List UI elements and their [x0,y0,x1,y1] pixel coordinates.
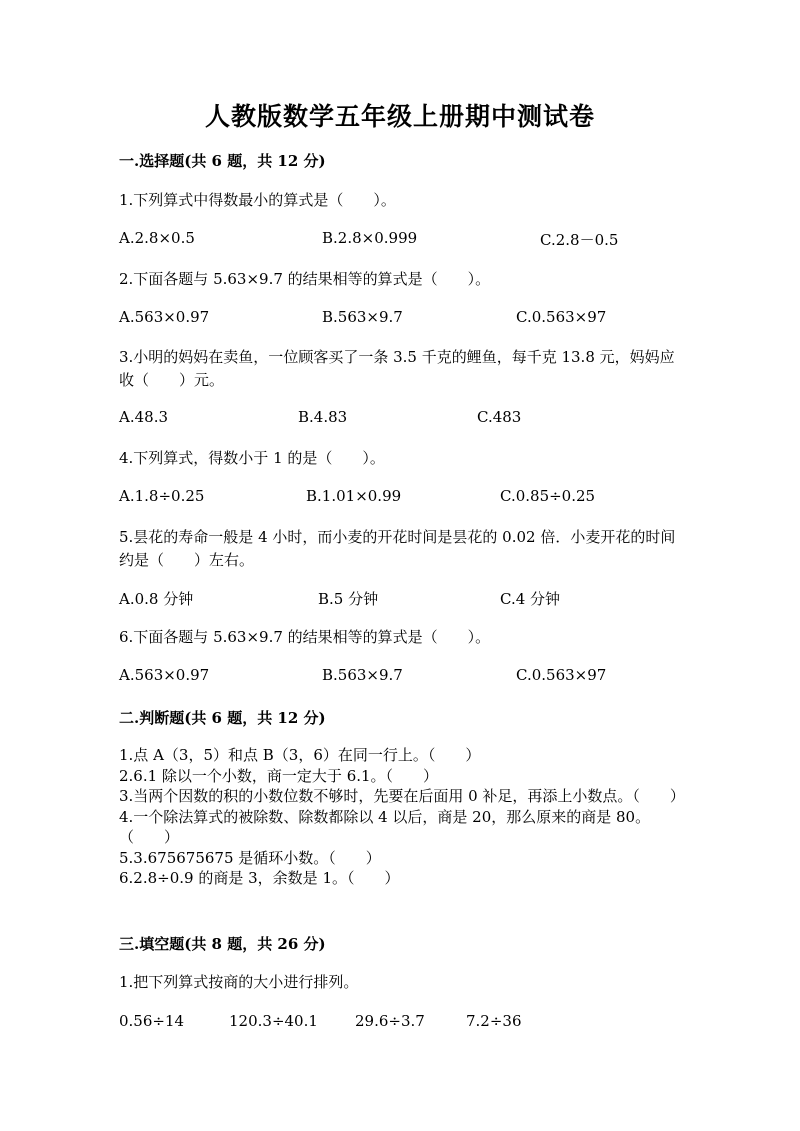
fill-expression: 7.2÷36 [466,1012,522,1030]
choice-1-option-c: C.2.8－0.5 [540,231,619,249]
fill-expression: 29.6÷3.7 [355,1012,425,1030]
choice-1-option-a: A.2.8×0.5 [119,229,195,247]
choice-6-option-a: A.563×0.97 [119,666,210,684]
choice-question-5: 5.昙花的寿命一般是 4 小时，而小麦的开花时间是昙花的 0.02 倍．小麦开花的时间约是（ ）左右。 [119,528,676,569]
judge-item-2: 2.6.1 除以一个小数，商一定大于 6.1。（ ） [119,766,439,785]
section-heading-judge: 二.判断题(共 6 题，共 12 分) [119,709,326,727]
section-heading-fill: 三.填空题(共 8 题，共 26 分) [119,935,326,953]
choice-3-option-a: A.48.3 [119,408,168,426]
judge-item-5: 5.3.675675675 是循环小数。（ ） [119,848,381,867]
choice-3-option-c: C.483 [477,408,522,426]
judge-list [119,745,689,889]
choice-5-option-c: C.4 分钟 [500,590,561,608]
choice-1-option-b: B.2.8×0.999 [322,229,418,247]
choice-2-option-b: B.563×9.7 [322,308,403,326]
fill-question-1: 1.把下列算式按商的大小进行排列。 [119,973,359,991]
page-title: 人教版数学五年级上册期中测试卷 [204,102,595,131]
choice-question-6: 6.下面各题与 5.63×9.7 的结果相等的算式是（ ）。 [119,628,491,646]
choice-6-option-c: C.0.563×97 [516,666,607,684]
judge-item-4: 4.一个除法算式的被除数、除数都除以 4 以后，商是 20，那么原来的商是 80。（ ） [119,807,651,846]
choice-question-4: 4.下列算式，得数小于 1 的是（ ）。 [119,449,385,467]
choice-2-option-a: A.563×0.97 [119,308,210,326]
judge-item-1: 1.点 A（3，5）和点 B（3，6）在同一行上。（ ） [119,746,481,764]
choice-2-option-c: C.0.563×97 [516,308,607,326]
choice-5-option-b: B.5 分钟 [318,590,379,608]
choice-question-2: 2.下面各题与 5.63×9.7 的结果相等的算式是（ ）。 [119,270,491,288]
choice-question-3: 3.小明的妈妈在卖鱼，一位顾客买了一条 3.5 千克的鲤鱼，每千克 13.8 元，妈妈应收（ ）元。 [119,348,675,389]
choice-5-option-a: A.0.8 分钟 [119,590,194,608]
judge-item-6: 6.2.8÷0.9 的商是 3，余数是 1。（ ） [119,869,400,887]
choice-4-option-c: C.0.85÷0.25 [500,487,596,505]
judge-item-3: 3.当两个因数的积的小数位数不够时，先要在后面用 0 补足，再添上小数点。（ ） [119,787,685,805]
choice-4-option-b: B.1.01×0.99 [306,487,402,505]
choice-question-1: 1.下列算式中得数最小的算式是（ ）。 [119,191,396,209]
choice-6-option-b: B.563×9.7 [322,666,403,684]
fill-expression: 120.3÷40.1 [229,1012,318,1030]
section-heading-choice: 一.选择题(共 6 题，共 12 分) [119,152,326,170]
choice-4-option-a: A.1.8÷0.25 [119,487,205,505]
choice-3-option-b: B.4.83 [298,408,348,426]
fill-expression: 0.56÷14 [119,1012,185,1030]
